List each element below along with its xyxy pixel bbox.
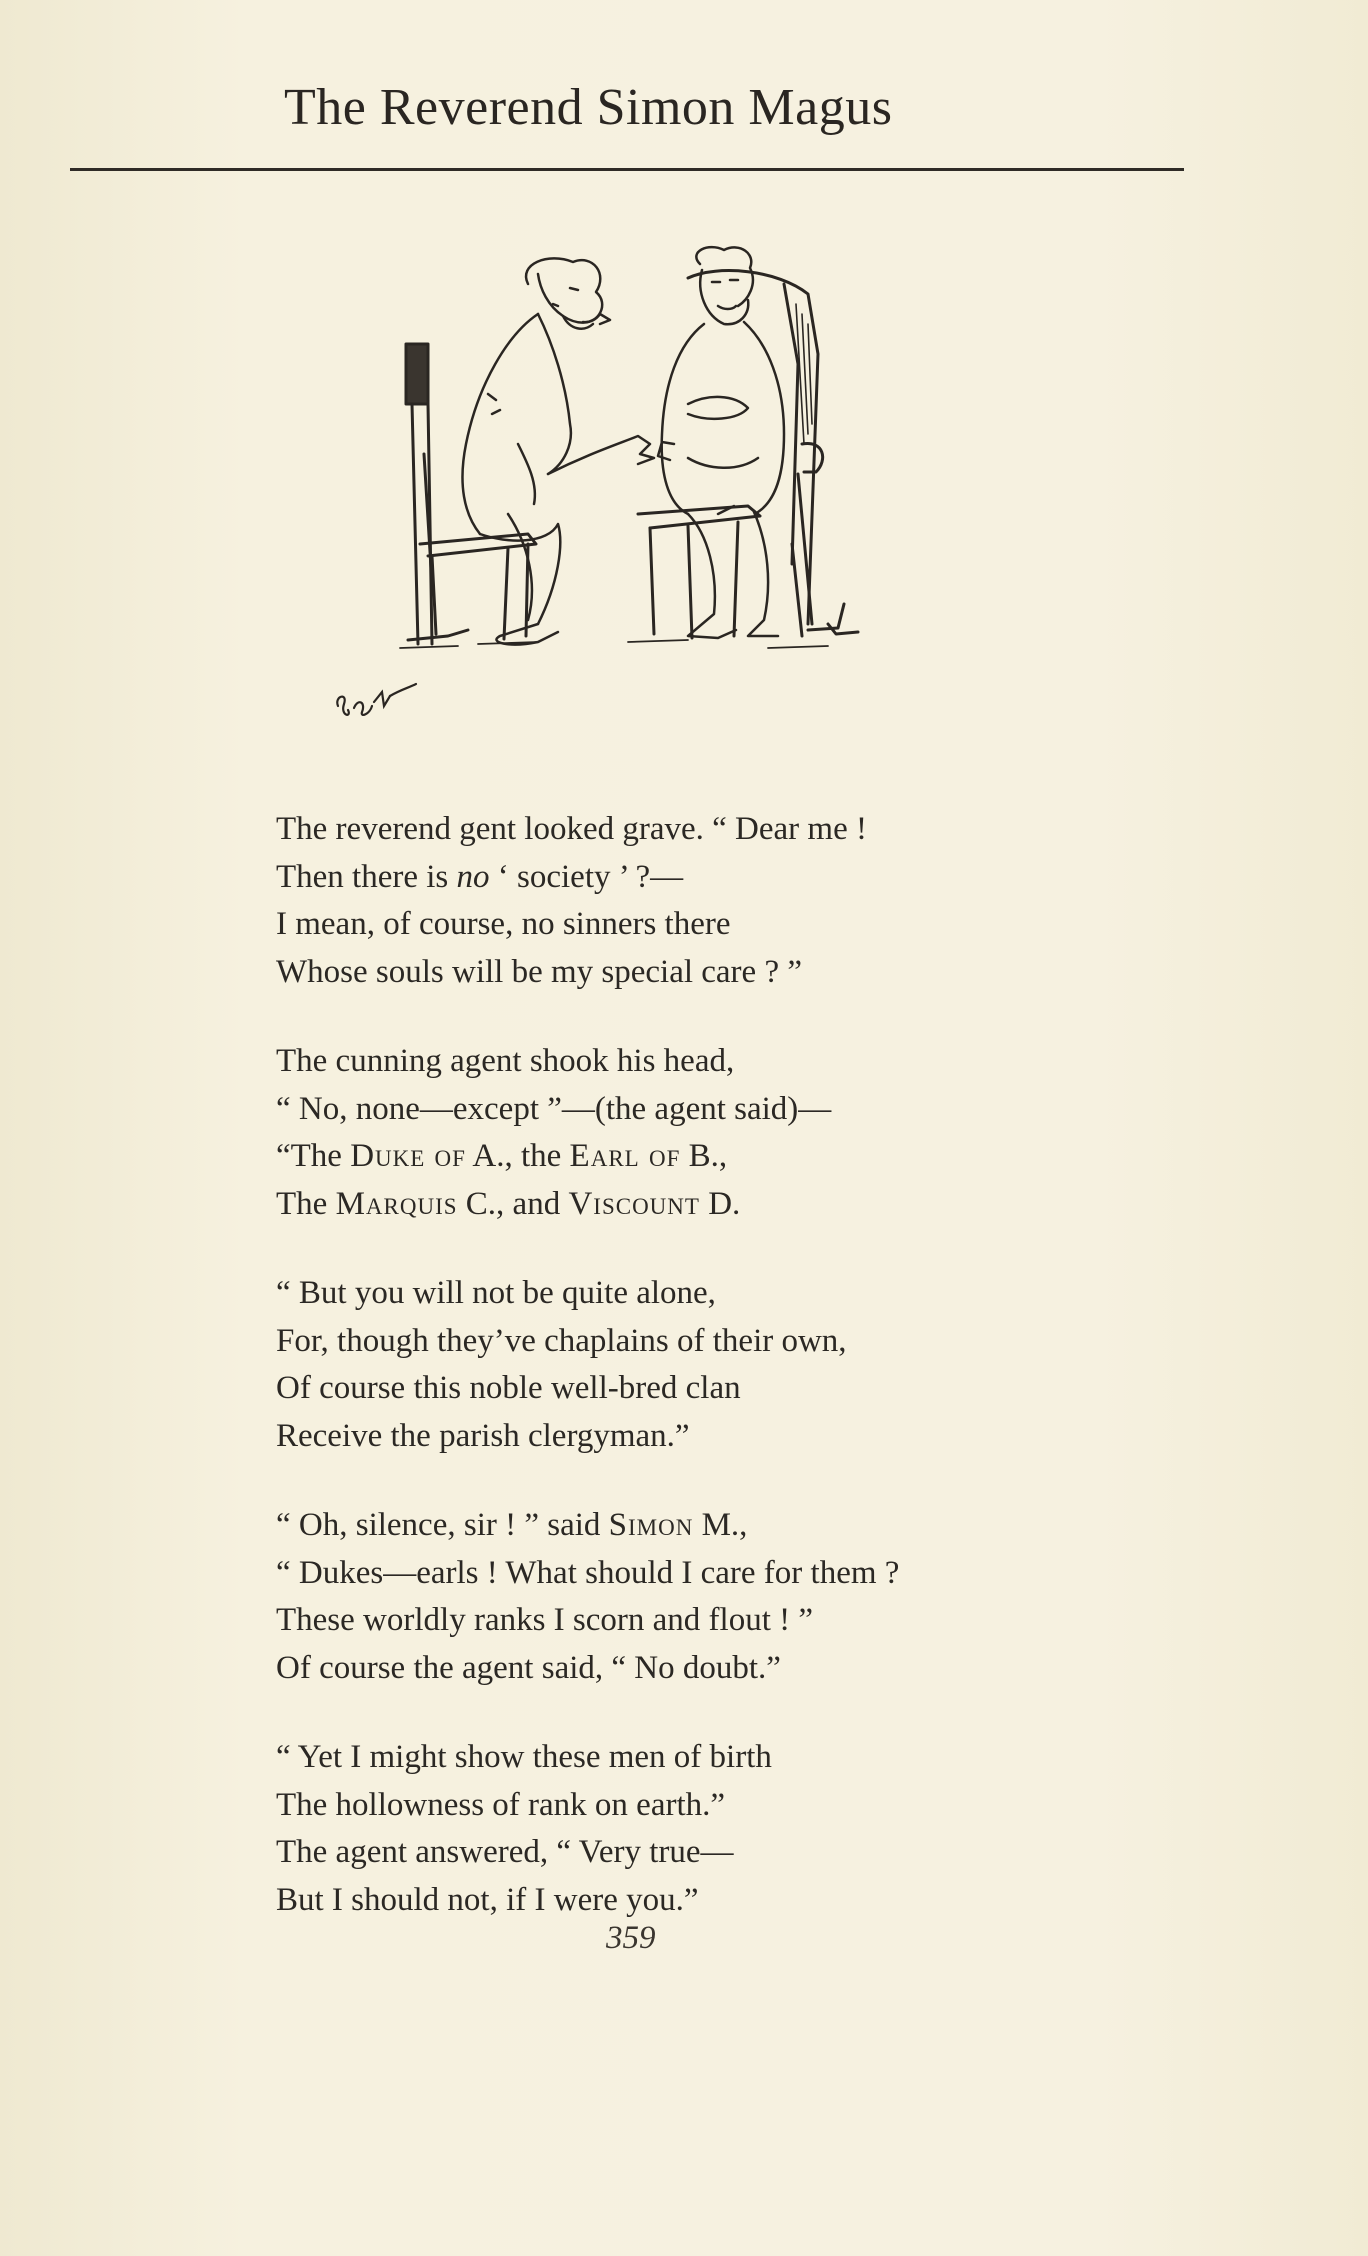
running-head: The Reverend Simon Magus xyxy=(284,79,893,136)
title-smallcaps: Duke of xyxy=(350,1138,466,1174)
title-smallcaps: Viscount xyxy=(568,1185,700,1222)
verse-line xyxy=(276,1181,1176,1229)
verse-text: Then there is xyxy=(276,858,457,895)
verse-text: C., and xyxy=(457,1185,569,1222)
verse-text: ‘ society ’ ?— xyxy=(489,858,684,895)
verse-text: “ Oh, silence, sir ! ” said xyxy=(276,1507,609,1543)
verse-text: “The xyxy=(276,1138,351,1174)
two-seated-men-illustration xyxy=(388,244,928,674)
verse-text: B., xyxy=(680,1138,728,1174)
stanza-1 xyxy=(276,806,1176,996)
verse-line: Of course this noble well-bred clan xyxy=(276,1370,741,1406)
verse-line: Receive the parish clergyman.” xyxy=(276,1417,690,1454)
header-rule xyxy=(70,168,1184,171)
verse-line: Of course the agent said, “ No doubt.” xyxy=(276,1649,781,1686)
verse-line: The cunning agent shook his head, xyxy=(276,1043,735,1079)
title-smallcaps: Marquis xyxy=(335,1185,458,1222)
name-smallcaps: Simon xyxy=(608,1507,694,1543)
verse-text: The xyxy=(276,1185,336,1222)
verse-line: The agent answered, “ Very true— xyxy=(276,1834,734,1870)
stanza-5 xyxy=(276,1734,1176,1924)
page-number: 359 xyxy=(606,1920,656,1956)
verse-text: D. xyxy=(699,1185,741,1222)
verse-line: “ But you will not be quite alone, xyxy=(276,1275,716,1311)
stanza-4 xyxy=(276,1502,1176,1692)
verse-line: “ Yet I might show these men of birth xyxy=(276,1739,772,1775)
verse-line xyxy=(276,854,1176,902)
verse-line: “ Dukes—earls ! What should I care for them ? xyxy=(276,1554,900,1591)
verse-line: These worldly ranks I scorn and flout ! ” xyxy=(276,1602,814,1638)
verse-text: M., xyxy=(693,1507,748,1543)
verse-line: But I should not, if I were you.” xyxy=(276,1881,699,1918)
verse-line: For, though they’ve chaplains of their own, xyxy=(276,1322,847,1359)
title-smallcaps: Earl of xyxy=(569,1138,681,1174)
verse-text: A., the xyxy=(465,1138,570,1174)
verse-line: I mean, of course, no sinners there xyxy=(276,906,731,942)
verse-line xyxy=(276,1502,1176,1550)
verse-line: “ No, none—except ”—(the agent said)— xyxy=(276,1090,832,1127)
emphasis-text: no xyxy=(456,858,490,895)
stanza-2 xyxy=(276,1038,1176,1228)
verse-line xyxy=(276,1133,1176,1181)
stanza-3 xyxy=(276,1270,1176,1460)
verse-line: Whose souls will be my special care ? ” xyxy=(276,953,802,990)
verse-line: The reverend gent looked grave. “ Dear me ! xyxy=(276,811,867,847)
artist-signature-icon xyxy=(330,672,420,732)
verse-line: The hollowness of rank on earth.” xyxy=(276,1786,726,1823)
